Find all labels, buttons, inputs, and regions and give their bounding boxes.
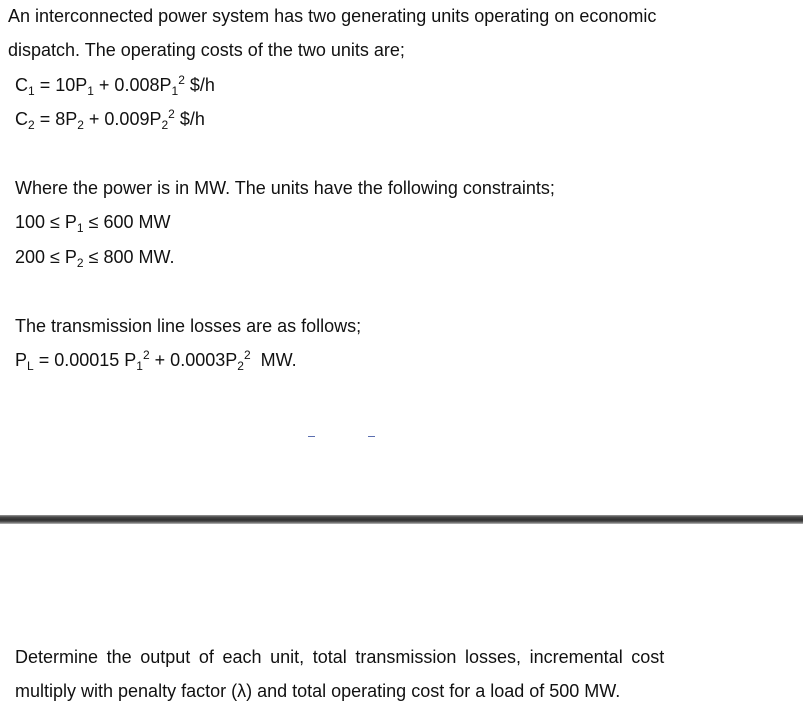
cost-equation-2: $C_2 = 8P_2 + 0.009P_2^2$ $/h: [15, 107, 205, 132]
question-line-2: multiply with penalty factor (λ) and total operating cost for a load of 500 MW.: [15, 681, 621, 701]
losses-intro: The transmission line losses are as follows;: [15, 316, 362, 336]
cost-equation-1: $C_1 = 10P_1 + 0.008P_1^2$ $/h: [15, 73, 215, 98]
question-line-1: Determine the output of each unit, total transmission losses, incremental cost: [15, 647, 665, 667]
intro-line-1: An interconnected power system has two generating units operating on economic: [8, 6, 657, 26]
intro-line-2: dispatch. The operating costs of the two units are;: [8, 40, 405, 60]
section-divider: [0, 515, 803, 524]
constraint-p1: $100 \le P_1 \le 600$ MW: [15, 212, 171, 235]
stray-mark-2: [368, 436, 375, 437]
constraint-p2: $200 \le P_2 \le 800$ MW.: [15, 247, 175, 270]
losses-equation: $P_L = 0.00015$ $P_1^2 + 0.0003P_2^2$ MW.: [15, 348, 297, 373]
constraints-intro: Where the power is in MW. The units have the following constraints;: [15, 178, 555, 198]
stray-mark-1: [308, 436, 315, 437]
